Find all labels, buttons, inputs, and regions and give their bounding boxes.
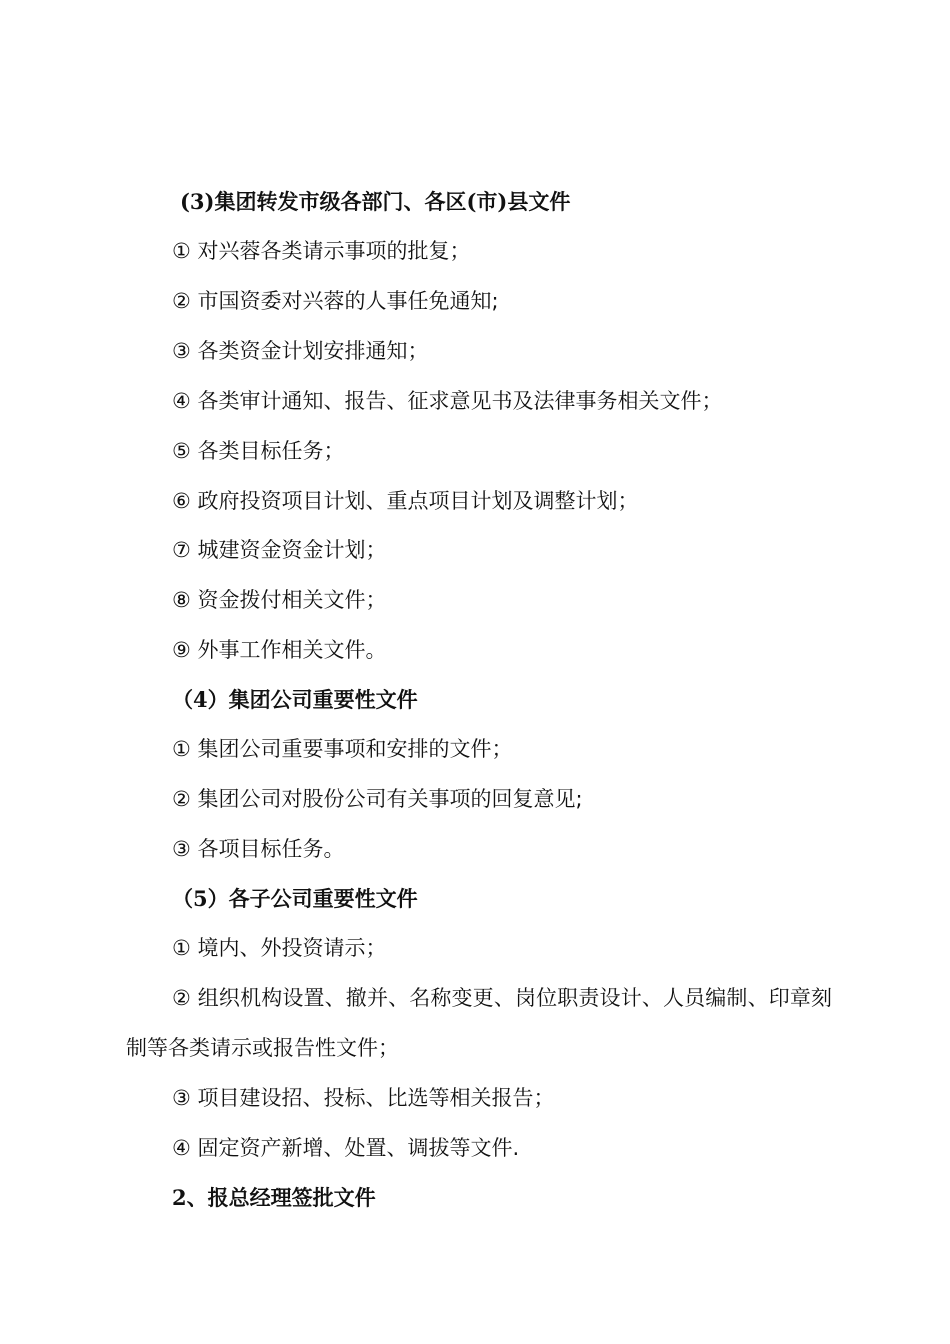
list-item: ⑦ 城建资金资金计划； — [172, 538, 387, 562]
list-item: ② 集团公司对股份公司有关事项的回复意见; — [172, 787, 583, 811]
list-item: ① 对兴蓉各类请示事项的批复； — [172, 239, 471, 263]
section-3-heading: (3)集团转发市级各部门、各区(市)县文件 — [180, 189, 571, 214]
list-item: ④ 固定资产新增、处置、调拔等文件. — [172, 1136, 520, 1160]
list-item: ② 市国资委对兴蓉的人事任免通知; — [172, 289, 499, 313]
list-item: ① 境内、外投资请示； — [172, 936, 387, 960]
list-item: ⑥ 政府投资项目计划、重点项目计划及调整计划； — [172, 489, 639, 513]
section-5-heading: （5）各子公司重要性文件 — [172, 886, 418, 911]
list-item: ⑤ 各类目标任务； — [172, 439, 345, 463]
section-4-heading: （4）集团公司重要性文件 — [172, 687, 418, 712]
list-item: ④ 各类审计通知、报告、征求意见书及法律事务相关文件； — [172, 389, 723, 413]
list-item: ③ 各项目标任务。 — [172, 837, 345, 861]
list-item-wrapped: ② 组织机构设置、撤并、名称变更、岗位职责设计、人员编制、印章刻制等各类请示或报告性文件； — [126, 986, 832, 1060]
list-item: ③ 项目建设招、投标、比选等相关报告； — [172, 1086, 555, 1110]
list-item: ⑧ 资金拨付相关文件； — [172, 588, 387, 612]
list-item: ③ 各类资金计划安排通知； — [172, 339, 429, 363]
section-2-heading: 2、报总经理签批文件 — [172, 1185, 376, 1210]
list-item: ⑨ 外事工作相关文件。 — [172, 638, 387, 662]
list-item: ① 集团公司重要事项和安排的文件； — [172, 737, 513, 761]
